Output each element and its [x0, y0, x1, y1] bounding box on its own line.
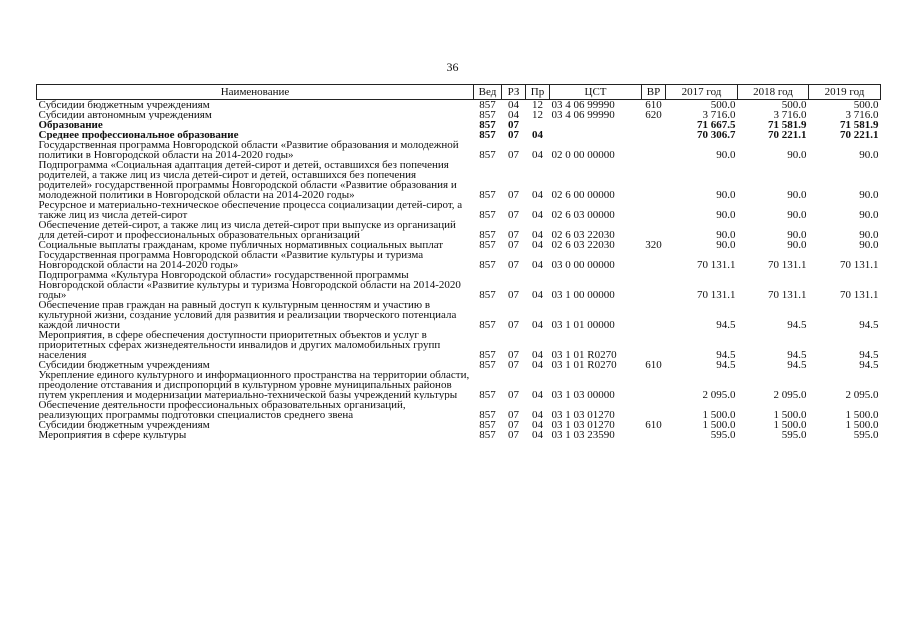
header-2018: 2018 год: [738, 85, 809, 100]
row-2018: 94.5: [787, 360, 807, 370]
row-rz: 07: [508, 360, 519, 370]
row-2019: 90.0: [859, 189, 879, 200]
row-rz: 07: [508, 389, 519, 400]
table-row: [37, 240, 881, 250]
row-2019: 94.5: [859, 319, 879, 330]
row-rz: 07: [508, 319, 519, 330]
row-pr: 04: [532, 430, 543, 440]
table-row: [37, 220, 881, 240]
row-2018: 71 581.9: [768, 120, 807, 130]
table-row: [37, 330, 881, 360]
row-name: Мероприятия, в сфере обеспечения доступности приоритетных объектов и услуг в приоритетных сферах жизнедеятельности инвалидов и других маломобильных групп населения: [38, 330, 441, 360]
row-2019: 1 500.0: [845, 420, 879, 430]
row-2018: 90.0: [787, 189, 807, 200]
row-vr: [642, 400, 666, 420]
row-ved: 857: [479, 289, 496, 300]
row-2018: 90.0: [787, 209, 807, 220]
row-cst: 02 6 03 22030: [551, 229, 615, 240]
row-2018: 90.0: [787, 240, 807, 250]
row-2017: 94.5: [716, 349, 736, 360]
row-cst: 03 1 03 00000: [551, 389, 615, 400]
row-2017: 90.0: [716, 149, 736, 160]
row-pr: 04: [532, 229, 543, 240]
row-2017: 1 500.0: [702, 409, 736, 420]
row-rz: 04: [508, 99, 519, 110]
row-name: Субсидии автономным учреждениям: [38, 110, 212, 120]
row-2019: 70 221.1: [840, 130, 879, 140]
row-ved: 857: [479, 409, 496, 420]
row-vr: [642, 430, 666, 440]
row-2017: 500.0: [710, 99, 736, 110]
row-name: Субсидии бюджетным учреждениям: [38, 360, 210, 370]
row-rz: 07: [508, 120, 519, 130]
table-row: [37, 100, 881, 111]
row-rz: 07: [508, 409, 519, 420]
row-cst: 03 1 01 R0270: [551, 360, 617, 370]
row-2018: 1 500.0: [773, 420, 807, 430]
row-2018: 595.0: [781, 430, 807, 440]
table-row: [37, 430, 881, 440]
row-name: Обеспечение детей-сирот, а также лиц из числа детей-сирот при выпуске из организаций для детей-сирот и профессиональных образовательных организаций: [38, 220, 456, 240]
row-name: Образование: [38, 120, 103, 130]
row-2018: 94.5: [787, 319, 807, 330]
row-pr: 04: [532, 420, 543, 430]
row-ved: 857: [479, 240, 496, 250]
row-ved: 857: [479, 389, 496, 400]
row-rz: 07: [508, 130, 519, 140]
row-name: Укрепление единого культурного и информационного пространства на территории области, преодоление отставания и диспропорций в культурном уровне муниципальных районов путем укрепления и модернизации материально-технической базы учреждений культуры: [38, 370, 470, 400]
row-2019: 2 095.0: [845, 389, 879, 400]
row-vr: 610: [645, 99, 662, 110]
row-2019: 94.5: [859, 360, 879, 370]
row-ved: 857: [479, 110, 496, 120]
row-rz: 07: [508, 229, 519, 240]
row-rz: 07: [508, 149, 519, 160]
row-2018: 94.5: [787, 349, 807, 360]
row-2017: 70 131.1: [697, 289, 736, 300]
table-row: [37, 300, 881, 330]
row-2017: 94.5: [716, 360, 736, 370]
row-vr: [642, 270, 666, 300]
row-2017: 595.0: [710, 430, 736, 440]
row-cst: [550, 130, 642, 140]
header-2017: 2017 год: [666, 85, 738, 100]
row-rz: 07: [508, 420, 519, 430]
row-name: Подпрограмма «Культура Новгородской области» государственной программы Новгородской области «Развитие культуры и туризма Новгородской области на 2014-2020 годы»: [38, 270, 461, 300]
row-pr: [526, 120, 550, 130]
row-vr: [642, 120, 666, 130]
row-vr: 620: [645, 110, 662, 120]
header-cst: ЦСТ: [550, 85, 642, 100]
row-2017: 2 095.0: [702, 389, 736, 400]
row-pr: 04: [532, 319, 543, 330]
row-pr: 04: [532, 289, 543, 300]
row-cst: [550, 120, 642, 130]
row-pr: 04: [532, 360, 543, 370]
row-pr: 04: [532, 189, 543, 200]
row-pr: 04: [532, 130, 543, 140]
row-2018: 70 131.1: [768, 259, 807, 270]
row-2017: 90.0: [716, 189, 736, 200]
row-pr: 12: [532, 99, 543, 110]
row-2019: 595.0: [853, 430, 879, 440]
row-2017: 1 500.0: [702, 420, 736, 430]
row-2019: 70 131.1: [840, 289, 879, 300]
row-ved: 857: [479, 149, 496, 160]
table-row: [37, 420, 881, 430]
header-2019: 2019 год: [809, 85, 881, 100]
row-2017: 90.0: [716, 209, 736, 220]
header-name: Наименование: [37, 85, 474, 100]
row-vr: 610: [645, 420, 662, 430]
row-pr: 04: [532, 209, 543, 220]
row-2018: 1 500.0: [773, 409, 807, 420]
row-ved: 857: [479, 319, 496, 330]
header-rz: РЗ: [502, 85, 526, 100]
row-2018: 500.0: [781, 99, 807, 110]
row-2019: 90.0: [859, 229, 879, 240]
row-name: Обеспечение деятельности профессиональных образовательных организаций, реализующих программы подготовки специалистов среднего звена: [38, 400, 406, 420]
row-2018: 3 716.0: [773, 110, 807, 120]
row-ved: 857: [479, 420, 496, 430]
row-rz: 07: [508, 289, 519, 300]
table-row: [37, 400, 881, 420]
row-ved: 857: [479, 349, 496, 360]
row-cst: 03 4 06 99990: [551, 110, 615, 120]
row-2019: 71 581.9: [840, 120, 879, 130]
row-name: Социальные выплаты гражданам, кроме публичных нормативных социальных выплат: [38, 240, 444, 250]
row-pr: 12: [532, 110, 543, 120]
row-name: Ресурсное и материально-техническое обеспечение процесса социализации детей-сирот, а также лиц из числа детей-сирот: [38, 200, 463, 220]
row-rz: 04: [508, 110, 519, 120]
row-rz: 07: [508, 209, 519, 220]
row-2017: 90.0: [716, 240, 736, 250]
row-ved: 857: [479, 130, 496, 140]
row-ved: 857: [479, 189, 496, 200]
row-vr: 610: [645, 360, 662, 370]
row-vr: [642, 250, 666, 270]
row-cst: 03 1 03 01270: [551, 420, 615, 430]
row-2017: 3 716.0: [702, 110, 736, 120]
row-vr: [642, 300, 666, 330]
table-row: [37, 370, 881, 400]
row-2019: 90.0: [859, 209, 879, 220]
row-2019: 94.5: [859, 349, 879, 360]
row-ved: 857: [479, 99, 496, 110]
row-rz: 07: [508, 259, 519, 270]
row-vr: [642, 370, 666, 400]
row-name: Среднее профессиональное образование: [38, 130, 239, 140]
row-2019: 70 131.1: [840, 259, 879, 270]
row-vr: [642, 160, 666, 200]
row-2017: 70 131.1: [697, 259, 736, 270]
row-2018: 90.0: [787, 229, 807, 240]
row-vr: 320: [645, 240, 662, 250]
row-ved: 857: [479, 229, 496, 240]
table-row: [37, 360, 881, 370]
row-2019: 90.0: [859, 149, 879, 160]
row-vr: [642, 130, 666, 140]
row-vr: [642, 200, 666, 220]
row-ved: 857: [479, 120, 496, 130]
row-pr: 04: [532, 240, 543, 250]
row-rz: 07: [508, 240, 519, 250]
table-row: [37, 130, 881, 140]
row-cst: 02 0 00 00000: [551, 149, 615, 160]
row-name: Государственная программа Новгородской области «Развитие культуры и туризма Новгородской области на 2014-2020 годы»: [38, 250, 424, 270]
table-row: [37, 120, 881, 130]
row-2018: 90.0: [787, 149, 807, 160]
row-cst: 03 1 01 00000: [551, 319, 615, 330]
row-ved: 857: [479, 209, 496, 220]
table-row: [37, 110, 881, 120]
row-cst: 02 6 03 00000: [551, 209, 615, 220]
row-name: Субсидии бюджетным учреждениям: [38, 99, 210, 110]
row-2019: 3 716.0: [845, 110, 879, 120]
row-rz: 07: [508, 349, 519, 360]
row-cst: 03 1 01 R0270: [551, 349, 617, 360]
row-cst: 03 1 03 23590: [551, 430, 615, 440]
row-2017: 90.0: [716, 229, 736, 240]
row-2019: 1 500.0: [845, 409, 879, 420]
row-2018: 2 095.0: [773, 389, 807, 400]
row-2019: 500.0: [853, 99, 879, 110]
row-pr: 04: [532, 409, 543, 420]
row-vr: [642, 330, 666, 360]
header-ved: Вед: [474, 85, 502, 100]
row-pr: 04: [532, 149, 543, 160]
row-2018: 70 131.1: [768, 289, 807, 300]
row-2017: 94.5: [716, 319, 736, 330]
row-cst: 02 6 03 22030: [551, 240, 615, 250]
row-ved: 857: [479, 360, 496, 370]
table-row: [37, 160, 881, 200]
table-row: [37, 250, 881, 270]
table-row: [37, 270, 881, 300]
row-name: Подпрограмма «Социальная адаптация детей-сирот и детей, оставшихся без попечения родителей, а также лиц из числа детей-сирот и детей, оставшихся без попечения родителей» государственной программы Новгородской области «Развитие образования и молодежной политики в Новгородской области на 2014-2020 годы»: [38, 160, 457, 200]
row-vr: [642, 140, 666, 160]
row-name: Государственная программа Новгородской области «Развитие образования и молодежной политики в Новгородской области на 2014-2020 годы»: [38, 140, 459, 160]
table-row: [37, 200, 881, 220]
page-number: 36: [446, 60, 459, 74]
row-vr: [642, 220, 666, 240]
row-name: Субсидии бюджетным учреждениям: [38, 420, 210, 430]
row-2017: 71 667.5: [697, 120, 736, 130]
row-cst: 03 4 06 99990: [551, 99, 615, 110]
row-ved: 857: [479, 430, 496, 440]
table-header-row: [37, 85, 881, 100]
row-rz: 07: [508, 430, 519, 440]
table-row: [37, 140, 881, 160]
row-ved: 857: [479, 259, 496, 270]
row-cst: 03 0 00 00000: [551, 259, 615, 270]
row-name: Обеспечение прав граждан на равный доступ к культурным ценностям и участию в культурной жизни, создание условий для развития и реализации творческого потенциала каждой личности: [38, 300, 457, 330]
row-2017: 70 306.7: [697, 130, 736, 140]
header-pr: Пр: [526, 85, 550, 100]
row-pr: 04: [532, 389, 543, 400]
row-name: Мероприятия в сфере культуры: [38, 430, 187, 440]
header-vr: ВР: [642, 85, 666, 100]
row-cst: 03 1 03 01270: [551, 409, 615, 420]
row-rz: 07: [508, 189, 519, 200]
row-pr: 04: [532, 259, 543, 270]
row-cst: 02 6 00 00000: [551, 189, 615, 200]
budget-table: [36, 84, 881, 440]
row-cst: 03 1 00 00000: [551, 289, 615, 300]
row-pr: 04: [532, 349, 543, 360]
row-2018: 70 221.1: [768, 130, 807, 140]
row-2019: 90.0: [859, 240, 879, 250]
